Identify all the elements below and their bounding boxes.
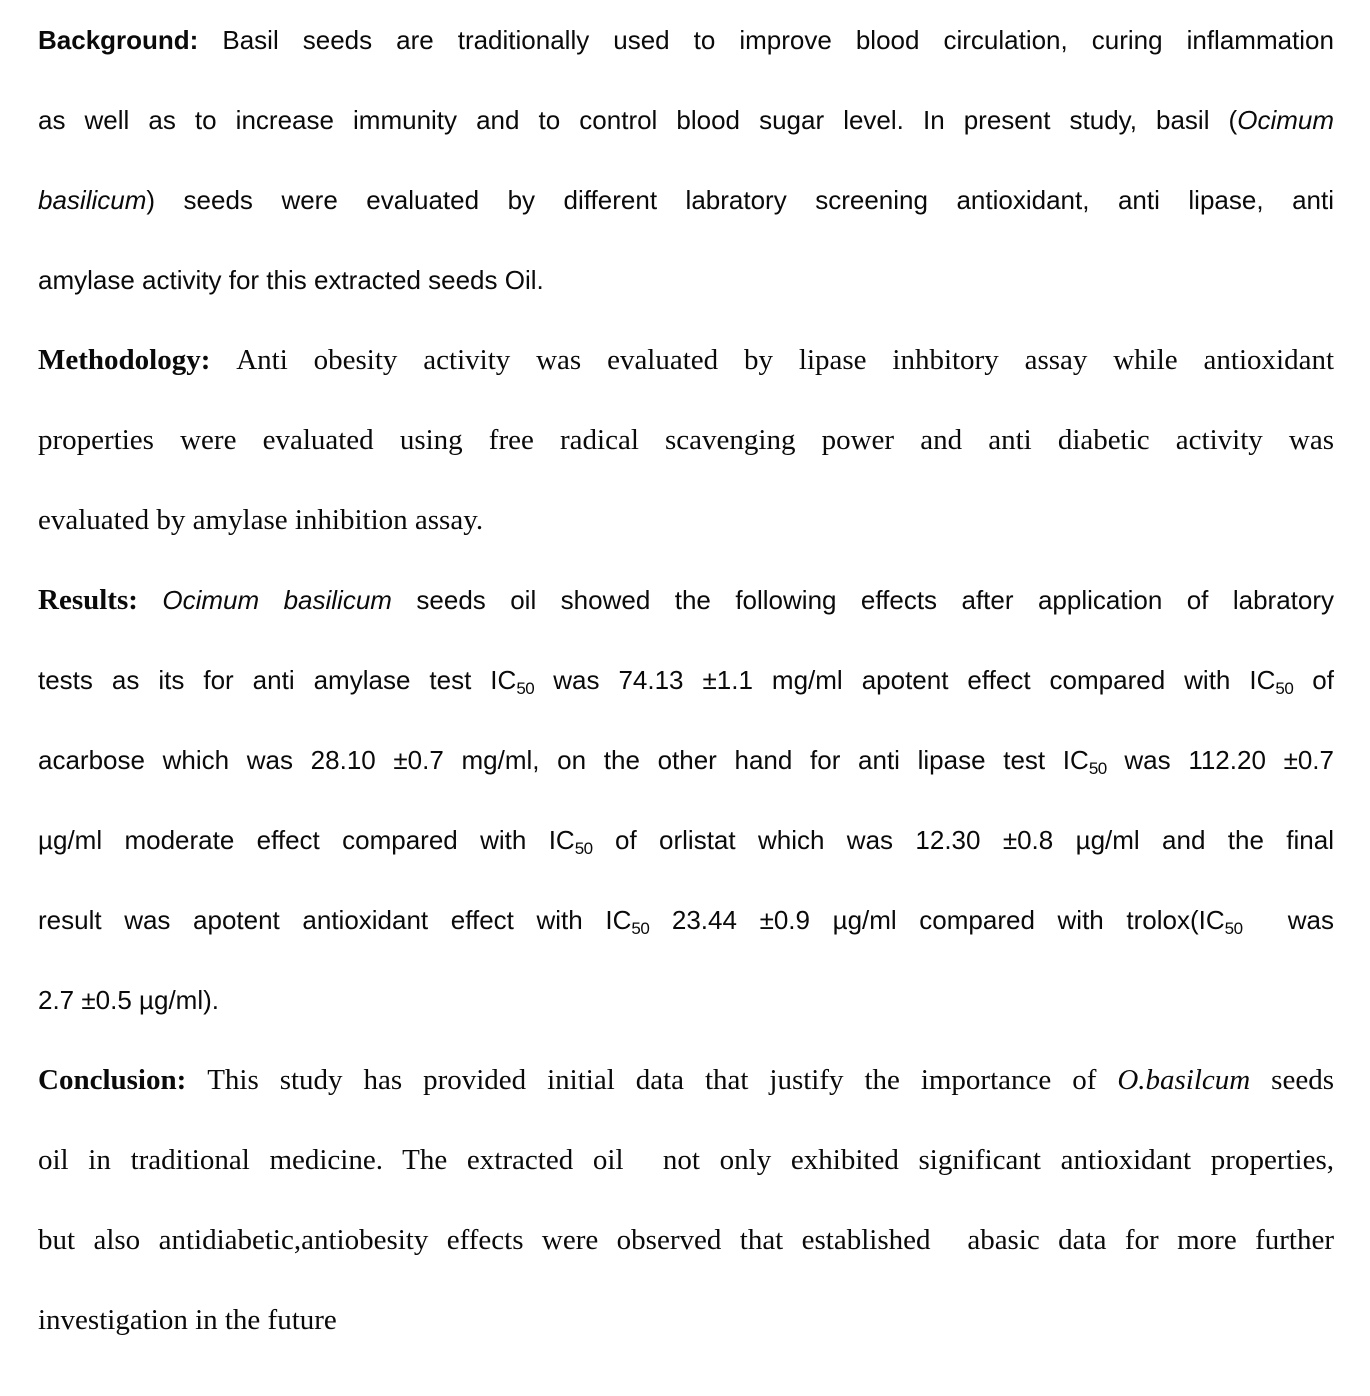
results-line-3 <box>38 720 1334 800</box>
text-run: 50 <box>516 679 535 698</box>
results-label: Results: <box>38 584 163 616</box>
results-line-5 <box>38 880 1334 960</box>
text-run: but also antidiabetic,antiobesity effects were observed that established abasic data for more further <box>38 1224 1334 1256</box>
text-run: This study has provided initial data that justify the importance of <box>207 1064 1118 1096</box>
text-run: Ocimum basilicum <box>162 585 392 615</box>
text-run: properties were evaluated using free radical scavenging power and anti diabetic activity was <box>38 424 1334 456</box>
conclusion-line-3 <box>38 1200 1334 1280</box>
text-run: 50 <box>1224 919 1243 938</box>
background-line-2 <box>38 80 1334 160</box>
methodology-label: Methodology: <box>38 344 237 376</box>
conclusion-label: Conclusion: <box>38 1064 208 1096</box>
text-run: seeds oil showed the following effects after application of labratory <box>391 585 1334 615</box>
text-run: µg/ml moderate effect compared with IC <box>38 825 575 855</box>
methodology-line-2 <box>38 400 1334 480</box>
background-label: Background: <box>38 25 223 55</box>
methodology-line-3 <box>38 480 1334 560</box>
text-run: investigation in the future <box>38 1304 337 1336</box>
text-run: of <box>1293 665 1334 695</box>
text-run: 50 <box>574 839 593 858</box>
text-run: as well as to increase immunity and to control blood sugar level. In present study, basil ( <box>38 105 1238 135</box>
text-run: of orlistat which was 12.30 ±0.8 µg/ml and the final <box>592 825 1334 855</box>
text-run: was <box>1242 905 1334 935</box>
text-run: 50 <box>631 919 650 938</box>
results-line-6 <box>38 960 1334 1040</box>
text-run: was 112.20 ±0.7 <box>1106 745 1334 775</box>
text-run: 23.44 ±0.9 µg/ml compared with trolox(IC <box>649 905 1225 935</box>
conclusion-line-2 <box>38 1120 1334 1200</box>
text-run: oil in traditional medicine. The extracted oil not only exhibited significant antioxidant properties, <box>38 1144 1334 1176</box>
text-run: basilicum <box>38 185 147 215</box>
methodology-line-1 <box>38 320 1334 400</box>
background-line-3 <box>38 160 1334 240</box>
conclusion-line-1 <box>38 1040 1334 1120</box>
text-run: tests as its for anti amylase test IC <box>38 665 517 695</box>
background-line-1 <box>38 0 1334 80</box>
text-run: 50 <box>1275 679 1294 698</box>
background-line-4 <box>38 240 1334 320</box>
conclusion-line-4 <box>38 1280 1334 1360</box>
results-line-1 <box>38 560 1334 640</box>
results-line-4 <box>38 800 1334 880</box>
text-run: result was apotent antioxidant effect with IC <box>38 905 632 935</box>
text-run: 2.7 ±0.5 µg/ml). <box>38 985 219 1015</box>
text-run: 50 <box>1088 759 1107 778</box>
results-line-2 <box>38 640 1334 720</box>
text-run: acarbose which was 28.10 ±0.7 mg/ml, on the other hand for anti lipase test IC <box>38 745 1089 775</box>
text-run: evaluated by amylase inhibition assay. <box>38 504 484 536</box>
text-run: ) seeds were evaluated by different labratory screening antioxidant, anti lipase, anti <box>146 185 1334 215</box>
text-run: O.basilcum <box>1117 1064 1251 1096</box>
text-run: was 74.13 ±1.1 mg/ml apotent effect compared with IC <box>534 665 1276 695</box>
text-run: Ocimum <box>1237 105 1334 135</box>
text-run: seeds <box>1250 1064 1334 1096</box>
abstract-body <box>38 0 1334 1360</box>
text-run: Basil seeds are traditionally used to improve blood circulation, curing inflammation <box>222 25 1334 55</box>
text-run: Anti obesity activity was evaluated by lipase inhbitory assay while antioxidant <box>236 344 1334 376</box>
text-run: amylase activity for this extracted seeds Oil. <box>38 265 544 295</box>
